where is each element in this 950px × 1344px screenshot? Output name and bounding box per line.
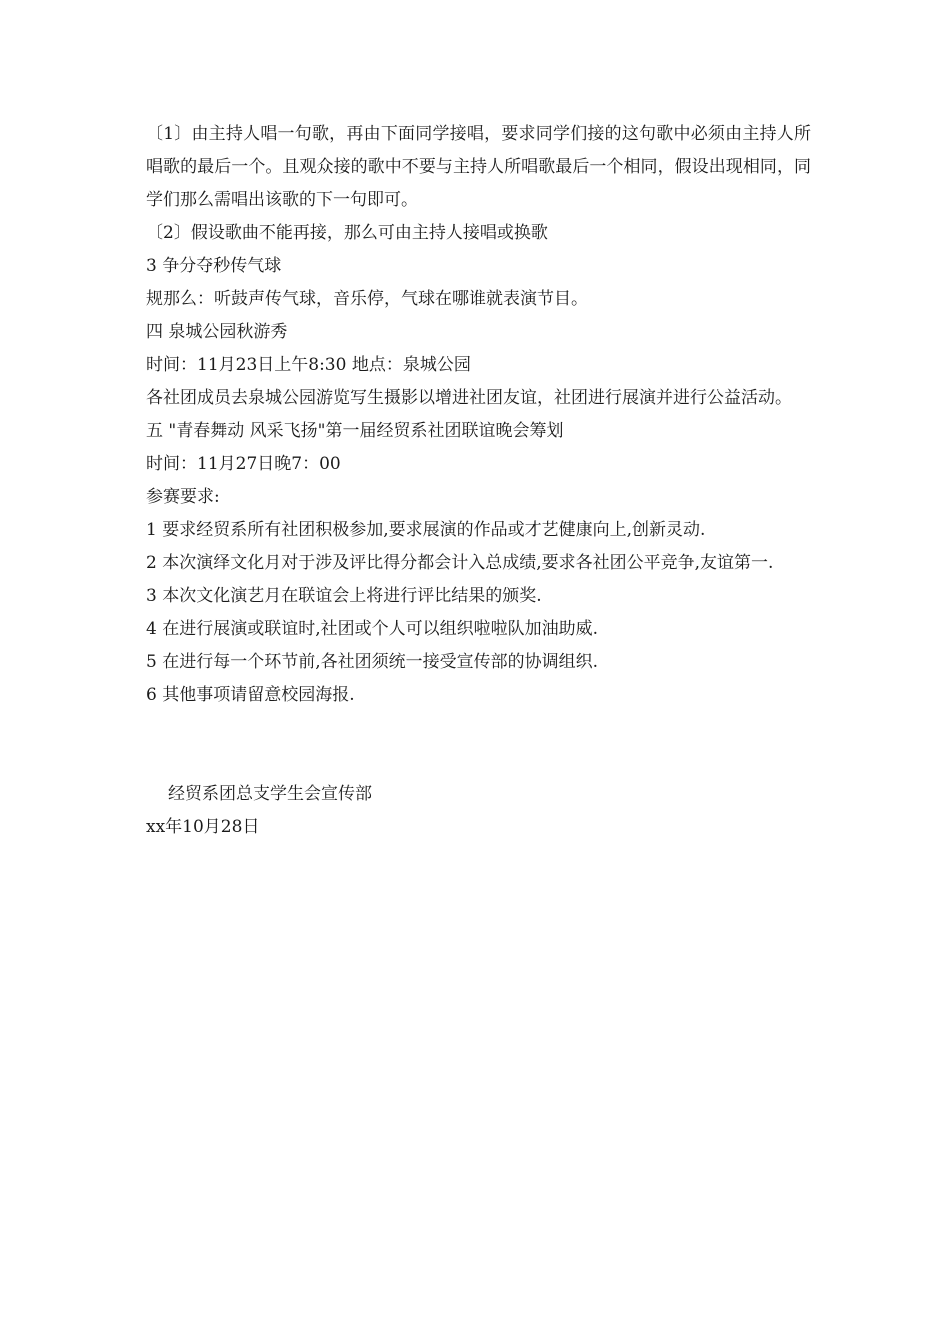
- requirement-item: 4 在进行展演或联谊时,社团或个人可以组织啦啦队加油助威.: [146, 619, 599, 639]
- balloon-rule: 规那么：听鼓声传气球，音乐停，气球在哪谁就表演节目。: [146, 289, 588, 309]
- section-heading-gala: 五 "青春舞动 风采飞扬"第一届经贸系社团联谊晚会筹划: [146, 421, 564, 441]
- signature-organization: 经贸系团总支学生会宣传部: [168, 784, 372, 804]
- blank-line: [146, 712, 811, 745]
- blank-line: [146, 745, 811, 778]
- requirement-item: 5 在进行每一个环节前,各社团须统一接受宣传部的协调组织.: [146, 652, 599, 672]
- requirement-item: 3 本次文化演艺月在联谊会上将进行评比结果的颁奖.: [146, 586, 542, 606]
- requirements-heading: 参赛要求:: [146, 487, 220, 507]
- requirement-item: 2 本次演绎文化月对于涉及评比得分都会计入总成绩,要求各社团公平竞争,友谊第一.: [146, 553, 774, 573]
- requirement-item: 1 要求经贸系所有社团积极参加,要求展演的作品或才艺健康向上,创新灵动.: [146, 520, 706, 540]
- park-time-location: 时间：11月23日上午8:30 地点：泉城公园: [146, 355, 471, 375]
- gala-time: 时间：11月27日晚7：00: [146, 454, 341, 474]
- rule-paragraph-2: 〔2〕假设歌曲不能再接，那么可由主持人接唱或换歌: [146, 223, 548, 243]
- rule-paragraph-1: 〔1〕由主持人唱一句歌，再由下面同学接唱，要求同学们接的这句歌中必须由主持人所唱歌的最后一个。且观众接的歌中不要与主持人所唱歌最后一个相同，假设出现相同，同学们那么需唱出该歌的下一句即可。: [146, 124, 811, 210]
- park-description: 各社团成员去泉城公园游览写生摄影以增进社团友谊，社团进行展演并进行公益活动。: [146, 388, 792, 408]
- signature-date: xx年10月28日: [146, 817, 260, 837]
- section-heading-balloon: 3 争分夺秒传气球: [146, 256, 282, 276]
- document-body: [146, 118, 811, 844]
- requirement-item: 6 其他事项请留意校园海报.: [146, 685, 355, 705]
- section-heading-park: 四 泉城公园秋游秀: [146, 322, 288, 342]
